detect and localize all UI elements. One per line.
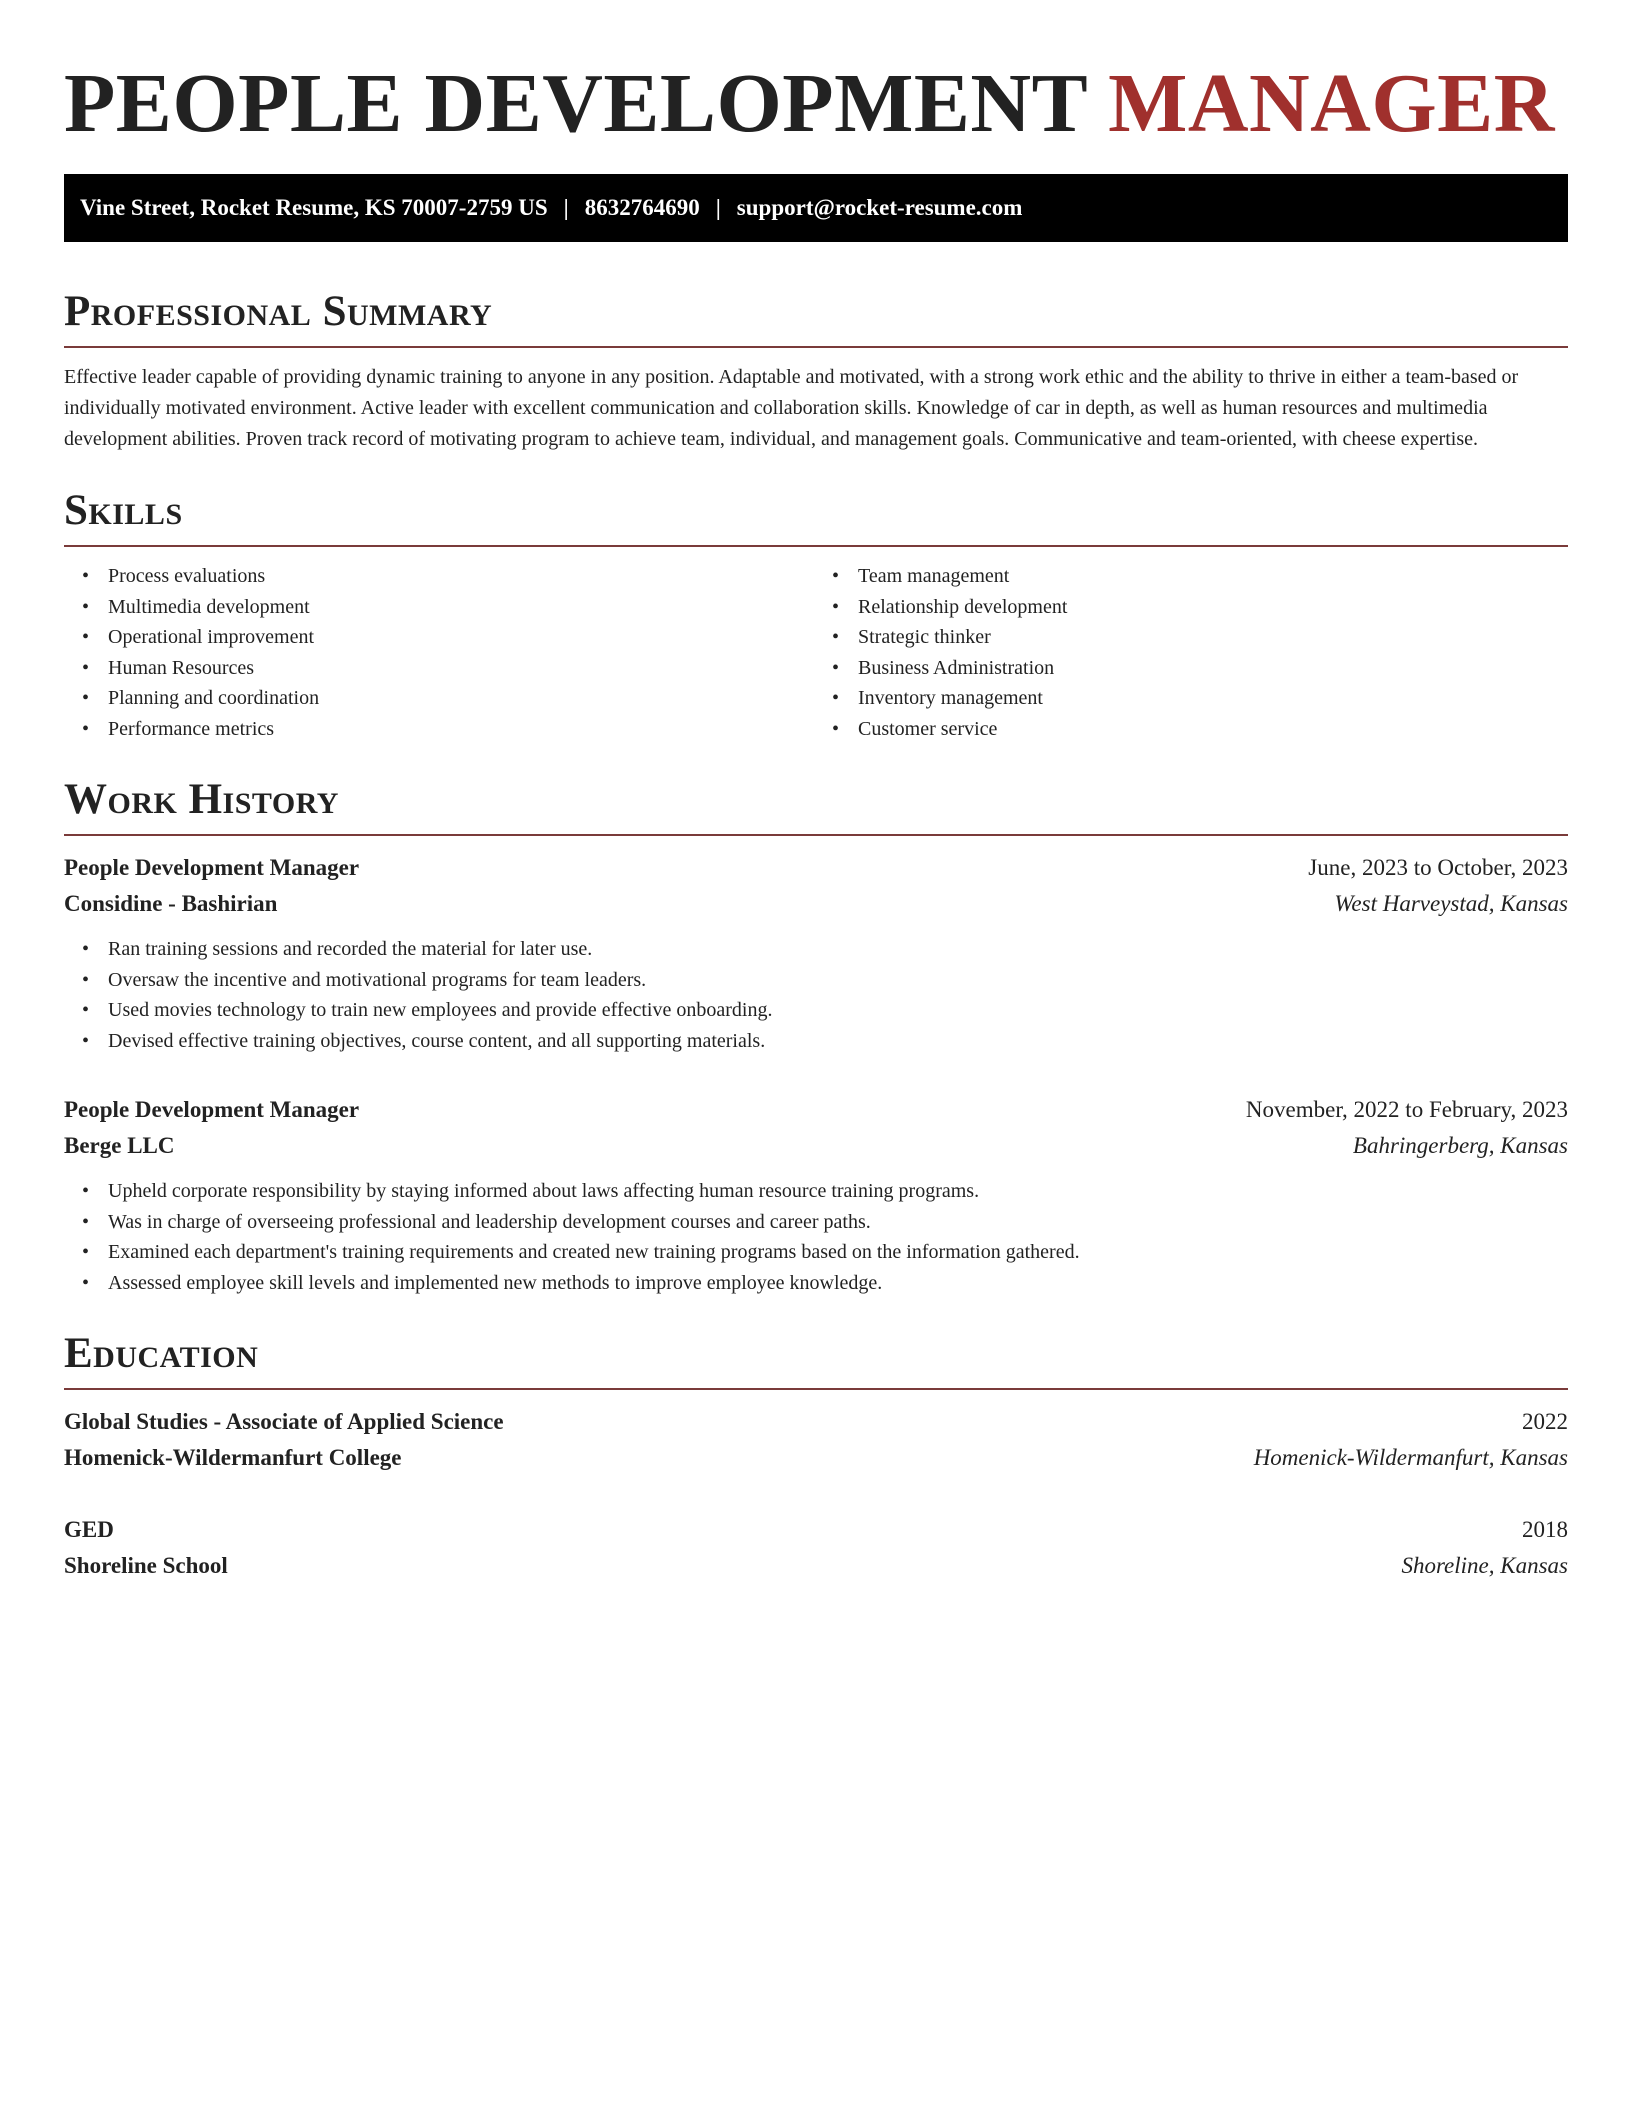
skills-section — [64, 485, 1568, 744]
education-location: Shoreline, Kansas — [1401, 1553, 1568, 1578]
job-bullet: • Examined each department's training requirements and created new training programs based on the information gathered. — [108, 1237, 1568, 1268]
education-location: Homenick-Wildermanfurt, Kansas — [1253, 1445, 1568, 1470]
contact-separator: | — [563, 195, 569, 220]
skill-item: • Team management — [858, 561, 1568, 592]
summary-heading: Professional Summary — [64, 288, 493, 335]
education-school: Shoreline School — [64, 1553, 228, 1578]
education-entry — [64, 1404, 1568, 1476]
skill-item: • Human Resources — [108, 653, 816, 684]
contact-separator: | — [715, 195, 721, 220]
skills-left-column — [64, 561, 816, 744]
job-company: Berge LLC — [64, 1133, 175, 1158]
job-dates: June, 2023 to October, 2023 — [1308, 855, 1568, 880]
skill-item: • Operational improvement — [108, 622, 816, 653]
job-company: Considine - Bashirian — [64, 891, 278, 916]
contact-bar — [64, 174, 1568, 242]
education-entry — [64, 1512, 1568, 1584]
work-history-heading: Work History — [64, 776, 339, 823]
skill-item: • Inventory management — [858, 683, 1568, 714]
job-bullet: • Used movies technology to train new employees and provide effective onboarding. — [108, 995, 1568, 1026]
education-school: Homenick-Wildermanfurt College — [64, 1445, 402, 1470]
work-history-section — [64, 774, 1568, 1298]
contact-phone: 8632764690 — [584, 195, 700, 220]
resume-page — [64, 56, 1568, 1584]
section-divider — [64, 1388, 1568, 1390]
job-role: People Development Manager — [64, 1097, 360, 1122]
education-degree: Global Studies - Associate of Applied Science — [64, 1409, 504, 1434]
title-accent: MANAGER — [1108, 57, 1555, 150]
skill-item: • Multimedia development — [108, 592, 816, 623]
section-divider — [64, 545, 1568, 547]
education-degree: GED — [64, 1517, 114, 1542]
section-divider — [64, 346, 1568, 348]
skills-heading: Skills — [64, 487, 183, 534]
job-bullet: • Assessed employee skill levels and implemented new methods to improve employee knowledge. — [108, 1268, 1568, 1299]
contact-address: Vine Street, Rocket Resume, KS 70007-2759 US — [80, 195, 548, 220]
job-location: Bahringerberg, Kansas — [1352, 1133, 1568, 1158]
skills-right-column — [816, 561, 1568, 744]
resume-title — [64, 56, 1568, 152]
job-bullet: • Ran training sessions and recorded the material for later use. — [108, 934, 1568, 965]
job-bullets — [64, 934, 1568, 1056]
education-heading: Education — [64, 1330, 259, 1377]
skills-columns — [64, 561, 1568, 744]
education-section — [64, 1328, 1568, 1584]
skill-item: • Relationship development — [858, 592, 1568, 623]
skill-item: • Performance metrics — [108, 714, 816, 745]
skill-item: • Strategic thinker — [858, 622, 1568, 653]
skill-item: • Business Administration — [858, 653, 1568, 684]
job-bullets — [64, 1176, 1568, 1298]
job-bullet: • Oversaw the incentive and motivational programs for team leaders. — [108, 965, 1568, 996]
job-bullet: • Devised effective training objectives, course content, and all supporting materials. — [108, 1026, 1568, 1057]
job-location: West Harveystad, Kansas — [1334, 891, 1568, 916]
job-entry — [64, 1092, 1568, 1298]
section-divider — [64, 834, 1568, 836]
skill-item: • Process evaluations — [108, 561, 816, 592]
job-bullet: • Upheld corporate responsibility by staying informed about laws affecting human resource training programs. — [108, 1176, 1568, 1207]
education-year: 2022 — [1522, 1409, 1568, 1434]
job-entry — [64, 850, 1568, 1056]
contact-email: support@rocket-resume.com — [736, 195, 1023, 220]
education-year: 2018 — [1522, 1517, 1568, 1542]
skill-item: • Planning and coordination — [108, 683, 816, 714]
skill-item: • Customer service — [858, 714, 1568, 745]
summary-text: Effective leader capable of providing dynamic training to anyone in any position. Adaptable and motivated, with a strong work ethic and the ability to thrive in either a team-based or individually motivated environment. Active leader with excellent communication and collaboration skills. Knowledge of car in depth, as well as human resources and multimedia development abilities. Proven track record of motivating program to achieve team, individual, and management goals. Communicative and team-oriented, with cheese expertise. — [64, 366, 1519, 450]
job-role: People Development Manager — [64, 855, 360, 880]
summary-section — [64, 286, 1568, 455]
job-dates: November, 2022 to February, 2023 — [1245, 1097, 1568, 1122]
title-main: PEOPLE DEVELOPMENT — [64, 57, 1087, 150]
job-bullet: • Was in charge of overseeing professional and leadership development courses and career paths. — [108, 1207, 1568, 1238]
